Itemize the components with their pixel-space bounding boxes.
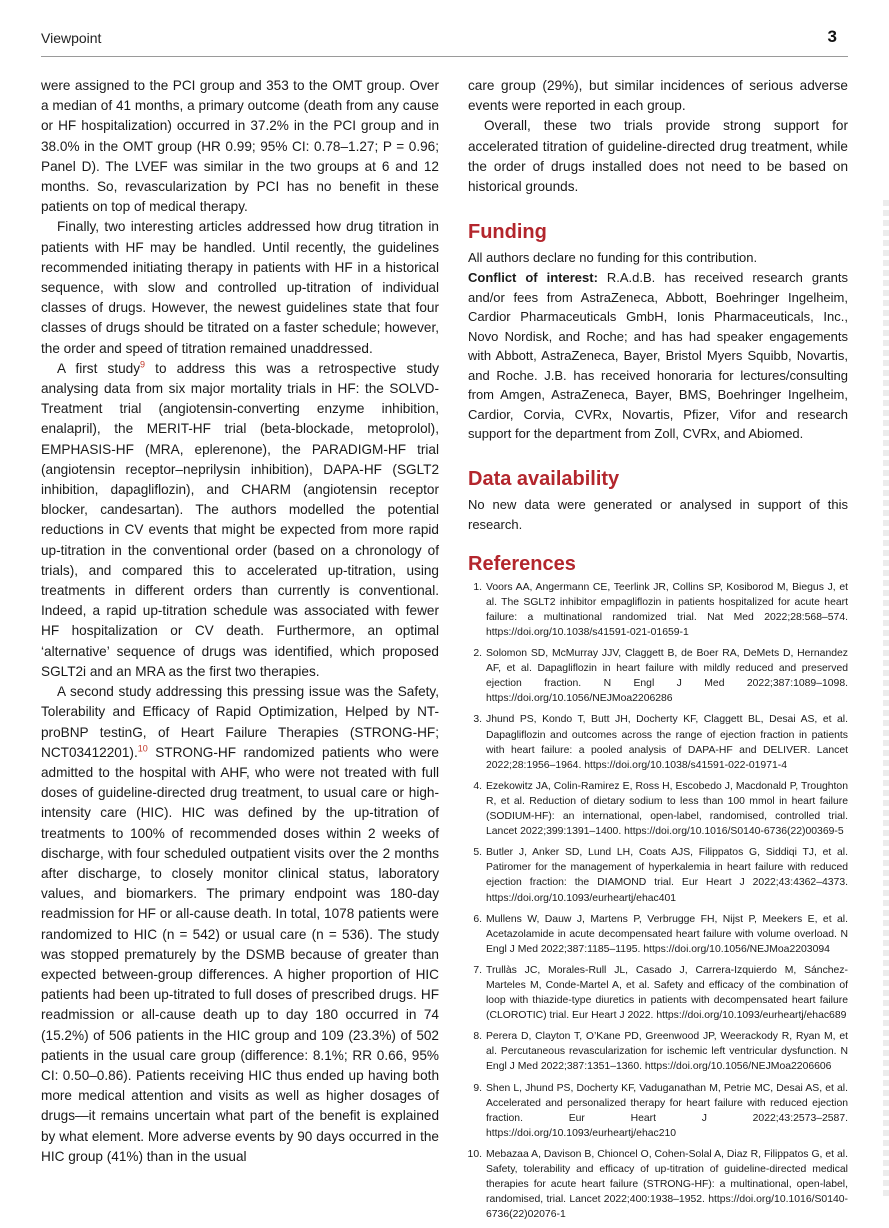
reference-number: 8.: [473, 1031, 482, 1043]
reference-link-9[interactable]: 9: [140, 359, 146, 370]
funding-heading: Funding: [468, 221, 547, 244]
reference-text[interactable]: Perera D, Clayton T, O’Kane PD, Greenwood JP, Weerackody R, Ryan M, et al. Percutaneous revascularization for ischemic left ventricular dysfunction. N Engl J Med 2022;387:1351–1360. https://doi.org/10.1056/NEJMoa2206606: [486, 1031, 848, 1073]
paragraph-pci-results: were assigned to the PCI group and 353 to the OMT group. Over a median of 41 months, a primary outcome (death from any cause or HF hospitalization) occurred in 37.2% in the PCI group and in 38.0% in the OMT group (HR 0.99; 95% CI: 0.78–1.27; P = 0.96; Panel D). The LVEF was similar in the two groups at 6 and 12 months. So, revascularization by PCI has no benefit in these patients on top of medical therapy.: [41, 78, 439, 215]
reference-number: 9.: [473, 1082, 482, 1094]
page-number: 3: [827, 27, 837, 46]
conflict-of-interest: [468, 268, 848, 444]
second-study-intro: A second study addressing this pressing issue was the Safety, Tolerability and Efficacy of Rapid Optimization, Helped by NT-proBNP testinG, of Heart Failure Therapies (STRONG-HF; NCT03412201).: [41, 684, 439, 760]
reference-item: [468, 712, 848, 772]
reference-number: 5.: [473, 847, 482, 859]
reference-list: [468, 580, 848, 1223]
reference-number: 10.: [467, 1148, 482, 1160]
coi-label: Conflict of interest:: [468, 270, 598, 286]
reference-number: 3.: [473, 714, 482, 726]
header-rule: [41, 56, 848, 57]
reference-number: 7.: [473, 964, 482, 976]
reference-item: [468, 779, 848, 839]
reference-number: 6.: [473, 913, 482, 925]
reference-item: [468, 1147, 848, 1222]
paragraph-continuation: care group (29%), but similar incidences of serious adverse events were reported in each group.: [468, 78, 848, 114]
paragraph-first-study: [41, 359, 439, 682]
reference-link-10[interactable]: 10: [137, 743, 148, 754]
reference-text[interactable]: Mullens W, Dauw J, Martens P, Verbrugge FH, Nijst P, Meekers E, et al. Acetazolamide in acute decompensated heart failure with volume overload. N Engl J Med 2022;387:1185–1195. https://doi.org/10.1056/NEJMoa2203094: [486, 913, 848, 955]
reference-text[interactable]: Shen L, Jhund PS, Docherty KF, Vaduganathan M, Petrie MC, Desai AS, et al. Accelerated and personalized therapy for heart failure with reduced ejection fraction. Eur Heart J 2022;43:2573–2587. https://doi.org/10.1093/eurheartj/ehac210: [486, 1082, 848, 1139]
reference-text[interactable]: Ezekowitz JA, Colin-Ramirez E, Ross H, Escobedo J, Macdonald P, Troughton R, et al. Reduction of dietary sodium to less than 100 mmol in heart failure (SODIUM-HF): an international, open-label, randomised, controlled trial. Lancet 2022;399:1391–1400. https://doi.org/10.1016/S0140-6736(22)00369-5: [486, 780, 848, 838]
first-study-body: to address this was a retrospective study analysing data from six major mortality trials in HF: the SOLVD-Treatment trial (angiotensin-converting enzyme inhibition, enalapril), the MERIT-HF trial (beta-blockade, metoprolol), EMPHASIS-HF (MRA, eplerenone), the PARADIGM-HF trial (angiotensin receptor–neprilysin inhibition), DAPA-HF (SGLT2 inhibition, dapagliflozin), and CHARM (angiotensin receptor blocker, candesartan). The authors modelled the potential reductions in CV events that might be expected from more rapid up-titration in the conventional order (based on a chronology of trials), and compared this to accelerated up-titration, using treatments in different orders than currently is conventional. Indeed, a rapid up-titration schedule was associated with fewer HF hospitalization or CV death. Furthermore, an optimal ‘alternative’ sequence of drugs was identified, which proposed SGLT2i and an MRA as the first two therapies.: [41, 360, 439, 679]
paragraph-drug-titration: Finally, two interesting articles addressed how drug titration in patients with HF may be handled. Until recently, the guidelines recommended initiating therapy in patients with HF in a historical sequence, with slow and controlled up-titration of individual classes of drugs. However, the newest guidelines state that four classes of drugs should be titrated on a faster schedule; however, the order and speed of titration remained unaddressed.: [41, 219, 439, 356]
reference-item: [468, 1029, 848, 1074]
paragraph-second-study: [41, 682, 439, 1167]
reference-text[interactable]: Butler J, Anker SD, Lund LH, Coats AJS, Filippatos G, Siddiqi TJ, et al. Patiromer for the management of hyperkalemia in heart failure with reduced ejection fraction: the DIAMOND trial. Eur Heart J 2022;43:4362–4373. https://doi.org/10.1093/eurheartj/ehac401: [486, 847, 848, 904]
reference-text[interactable]: Mebazaa A, Davison B, Chioncel O, Cohen-Solal A, Diaz R, Filippatos G, et al. Safety, tolerability and efficacy of up-titration of guideline-directed medical therapies for acute heart failure (STRONG-HF): a multinational, open-label, randomised, trial. Lancet 2022;400:1938–1952. https://doi.org/10.1016/S0140-6736(22)02076-1: [486, 1148, 848, 1221]
first-study-intro: A first study: [57, 360, 141, 376]
reference-number: 2.: [473, 648, 482, 660]
second-study-body: STRONG-HF randomized patients who were admitted to the hospital with AHF, who were not treated with full doses of guideline-directed drug treatment, to usual care or high-intensity care (HIC). HIC was defined by the up-titration of treatments to 100% of recommended doses within 2 weeks of discharge, with four scheduled outpatient visits over the 2 months after discharge, to closely monitor clinical status, laboratory values, and biomarkers. The primary endpoint was 180-day readmission for HF or all-cause death. In total, 1078 patients were randomized to HIC (n = 542) or usual care (n = 536). The study was stopped prematurely by the DSMB because of greater than expected between-group differences. A higher proportion of HIC patients had been up-titrated to full doses of prescribed drugs. HF readmission or all-cause death up to day 180 occurred in 74 (15.2%) of 506 patients in the HIC group and 109 (23.3%) of 502 patients in the usual care group (difference: 8.1%; RR 0.66, 95% CI: 0.50–0.86). Patients receiving HIC thus ended up having both more medical attention and visits as well as higher dosages of drugs—it remains uncertain what part of the benefit is explained by what element. More adverse events by 90 days occurred in the HIC group (41%) than in the usual: [41, 744, 439, 1164]
reference-item: [468, 1081, 848, 1141]
left-column: [41, 76, 439, 1167]
right-column: [468, 76, 848, 1228]
funding-text: All authors declare no funding for this contribution.: [468, 250, 758, 266]
reference-item: [468, 963, 848, 1023]
references-heading: References: [468, 552, 576, 575]
reference-text[interactable]: Voors AA, Angermann CE, Teerlink JR, Collins SP, Kosiborod M, Biegus J, et al. The SGLT2 inhibitor empagliflozin in patients hospitalized for acute heart failure: a multinational randomized trial. Nat Med 2022;28:568–574. https://doi.org/10.1038/s41591-021-01659-1: [486, 581, 848, 638]
data-availability-text: No new data were generated or analysed in support of this research.: [468, 496, 848, 532]
reference-item: [468, 845, 848, 905]
reference-item: [468, 646, 848, 706]
reference-text[interactable]: Trullàs JC, Morales-Rull JL, Casado J, Carrera-Izquierdo M, Sánchez-Marteles M, Conde-Martel A, et al. Safety and efficacy of the combination of loop with thiazide-type diuretics in patients with decompensated heart failure (CLOROTIC) trial. Eur Heart J 2022. https://doi.org/10.1093/eurheartj/ehac689: [486, 964, 848, 1022]
reference-text[interactable]: Jhund PS, Kondo T, Butt JH, Docherty KF, Claggett BL, Desai AS, et al. Dapagliflozin and outcomes across the range of ejection fraction in patients with heart failure: a pooled analysis of DAPA-HF and DELIVER. Lancet 2022;28:1956–1964. https://doi.org/10.1038/s41591-022-01971-4: [486, 714, 848, 771]
running-header-section: Viewpoint: [41, 30, 102, 46]
side-download-watermark: [883, 200, 889, 1200]
reference-item: [468, 580, 848, 640]
data-availability-heading: Data availability: [468, 467, 620, 490]
paragraph-overall: Overall, these two trials provide strong support for accelerated titration of guideline-directed drug treatment, while the order of drugs installed does not need to be based on historical grounds.: [468, 118, 848, 195]
coi-text: R.A.d.B. has received research grants and/or fees from AstraZeneca, Abbott, Boehringer Ingelheim, Cardior Pharmaceuticals GmbH, Ionis Pharmaceuticals, Inc., Novo Nordisk, and Roche; and has had speaker engagements with Abbott, AstraZeneca, Bayer, Bristol Myers Squibb, Novartis, and Roche. J.B. has received honoraria for lectures/consulting from Amgen, AstraZeneca, Bayer, BMS, Boehringer Ingelheim, Cardior, Corvia, CVRx, Novartis, Pfizer, Vifor and research support for the department from Zoll, CVRx, and Abiomed.: [468, 270, 848, 442]
reference-text[interactable]: Solomon SD, McMurray JJV, Claggett B, de Boer RA, DeMets D, Hernandez AF, et al. Dapagliflozin in heart failure with mildly reduced and preserved ejection fraction. N Engl J Med 2022;387:1089–1098. https://doi.org/10.1056/NEJMoa2206286: [486, 648, 848, 705]
reference-item: [468, 912, 848, 957]
reference-number: 4.: [473, 780, 482, 792]
reference-number: 1.: [473, 581, 482, 593]
